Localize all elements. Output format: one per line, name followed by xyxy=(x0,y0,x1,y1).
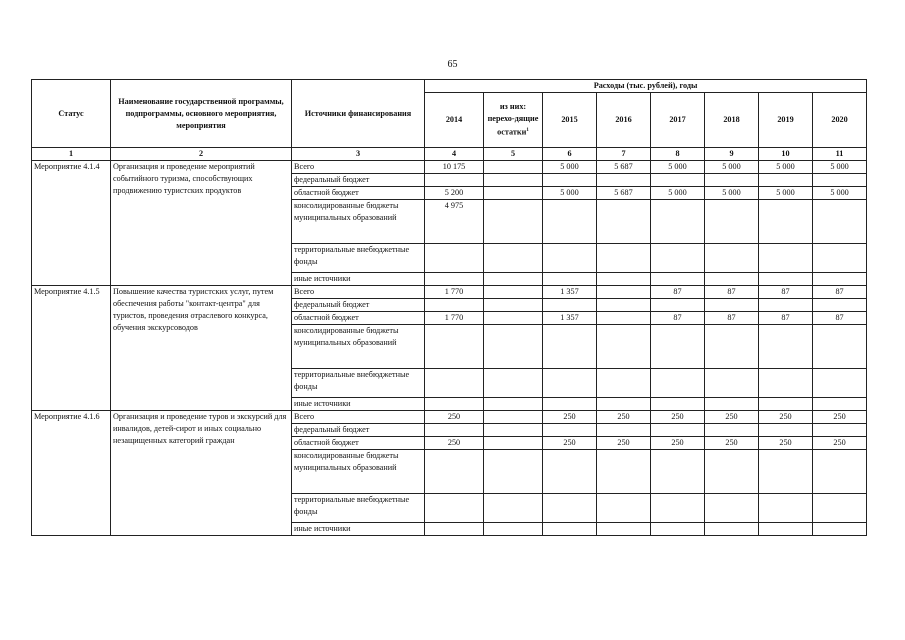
value-cell xyxy=(759,523,813,536)
value-cell: 250 xyxy=(651,411,705,424)
column-number: 9 xyxy=(705,148,759,161)
value-cell xyxy=(543,174,597,187)
value-cell xyxy=(813,299,867,312)
value-cell: 5 687 xyxy=(597,161,651,174)
value-cell xyxy=(651,450,705,494)
value-cell xyxy=(813,424,867,437)
value-cell xyxy=(425,398,484,411)
value-cell xyxy=(543,398,597,411)
value-cell: 87 xyxy=(705,312,759,325)
value-cell xyxy=(813,450,867,494)
value-cell xyxy=(484,424,543,437)
value-cell: 1 357 xyxy=(543,286,597,299)
value-cell xyxy=(705,450,759,494)
measure-name-cell: Организация и проведение туров и экскурсий для инвалидов, детей-сирот и иных социально незащищенных категорий граждан xyxy=(111,411,292,536)
value-cell xyxy=(705,424,759,437)
value-cell: 250 xyxy=(759,437,813,450)
source-federal: федеральный бюджет xyxy=(292,299,425,312)
value-cell xyxy=(651,200,705,244)
header-year: 2017 xyxy=(651,93,705,148)
value-cell xyxy=(705,369,759,398)
value-cell: 1 357 xyxy=(543,312,597,325)
value-cell: 5 000 xyxy=(543,187,597,200)
value-cell xyxy=(543,450,597,494)
source-total: Всего xyxy=(292,161,425,174)
value-cell xyxy=(759,244,813,273)
measure-name-cell: Повышение качества туристских услуг, путем обеспечения работы "контакт-центра" для туристов, проведения отраслевого конкурса, обучения экскурсоводов xyxy=(111,286,292,411)
value-cell xyxy=(813,200,867,244)
value-cell: 5 000 xyxy=(759,187,813,200)
value-cell xyxy=(425,273,484,286)
column-number: 6 xyxy=(543,148,597,161)
value-cell: 5 000 xyxy=(651,187,705,200)
value-cell xyxy=(759,369,813,398)
value-cell: 87 xyxy=(705,286,759,299)
source-regional: областной бюджет xyxy=(292,187,425,200)
value-cell xyxy=(651,369,705,398)
value-cell xyxy=(425,174,484,187)
column-number: 10 xyxy=(759,148,813,161)
value-cell xyxy=(705,244,759,273)
value-cell: 250 xyxy=(813,437,867,450)
value-cell xyxy=(651,424,705,437)
source-municipal: консолидированные бюджеты муниципальных образований xyxy=(292,325,425,369)
value-cell: 1 770 xyxy=(425,286,484,299)
value-cell xyxy=(425,494,484,523)
value-cell xyxy=(759,450,813,494)
source-federal: федеральный бюджет xyxy=(292,174,425,187)
value-cell xyxy=(651,273,705,286)
value-cell xyxy=(651,398,705,411)
value-cell: 87 xyxy=(759,312,813,325)
value-cell xyxy=(597,369,651,398)
value-cell xyxy=(543,244,597,273)
value-cell xyxy=(484,312,543,325)
header-year: 2016 xyxy=(597,93,651,148)
column-number: 4 xyxy=(425,148,484,161)
value-cell xyxy=(759,200,813,244)
value-cell xyxy=(543,494,597,523)
value-cell: 87 xyxy=(813,312,867,325)
value-cell xyxy=(813,398,867,411)
column-number: 1 xyxy=(32,148,111,161)
table-row xyxy=(32,411,867,424)
value-cell: 250 xyxy=(425,437,484,450)
source-territorial: территориальные внебюджетные фонды xyxy=(292,244,425,273)
status-cell: Мероприятие 4.1.6 xyxy=(32,411,111,536)
value-cell: 250 xyxy=(705,411,759,424)
source-total: Всего xyxy=(292,286,425,299)
header-sources: Источники финансирования xyxy=(292,80,425,148)
value-cell xyxy=(705,273,759,286)
value-cell: 250 xyxy=(705,437,759,450)
value-cell: 5 687 xyxy=(597,187,651,200)
value-cell xyxy=(705,494,759,523)
column-number: 8 xyxy=(651,148,705,161)
value-cell xyxy=(813,369,867,398)
value-cell xyxy=(597,244,651,273)
value-cell: 5 000 xyxy=(705,187,759,200)
value-cell xyxy=(484,494,543,523)
value-cell xyxy=(705,299,759,312)
source-municipal: консолидированные бюджеты муниципальных образований xyxy=(292,200,425,244)
value-cell xyxy=(484,174,543,187)
value-cell xyxy=(705,200,759,244)
source-other: иные источники xyxy=(292,523,425,536)
source-regional: областной бюджет xyxy=(292,312,425,325)
value-cell xyxy=(651,299,705,312)
value-cell xyxy=(759,424,813,437)
value-cell xyxy=(651,174,705,187)
value-cell xyxy=(597,398,651,411)
value-cell xyxy=(425,325,484,369)
value-cell xyxy=(705,398,759,411)
value-cell: 250 xyxy=(813,411,867,424)
source-territorial: территориальные внебюджетные фонды xyxy=(292,369,425,398)
value-cell xyxy=(484,299,543,312)
column-number: 2 xyxy=(111,148,292,161)
value-cell xyxy=(484,273,543,286)
value-cell: 87 xyxy=(651,312,705,325)
value-cell xyxy=(813,523,867,536)
source-total: Всего xyxy=(292,411,425,424)
value-cell xyxy=(484,437,543,450)
value-cell: 5 200 xyxy=(425,187,484,200)
value-cell: 1 770 xyxy=(425,312,484,325)
value-cell xyxy=(484,161,543,174)
value-cell xyxy=(597,325,651,369)
value-cell: 250 xyxy=(543,411,597,424)
value-cell xyxy=(425,369,484,398)
value-cell xyxy=(425,450,484,494)
value-cell: 4 975 xyxy=(425,200,484,244)
source-territorial: территориальные внебюджетные фонды xyxy=(292,494,425,523)
column-number: 7 xyxy=(597,148,651,161)
header-year: 2015 xyxy=(543,93,597,148)
value-cell: 250 xyxy=(597,437,651,450)
value-cell xyxy=(651,523,705,536)
header-year: 2019 xyxy=(759,93,813,148)
header-expenses: Расходы (тыс. рублей), годы xyxy=(425,80,867,93)
value-cell xyxy=(597,312,651,325)
source-federal: федеральный бюджет xyxy=(292,424,425,437)
value-cell xyxy=(759,325,813,369)
value-cell xyxy=(651,494,705,523)
header-year: 2018 xyxy=(705,93,759,148)
value-cell: 250 xyxy=(651,437,705,450)
source-regional: областной бюджет xyxy=(292,437,425,450)
value-cell xyxy=(484,187,543,200)
value-cell xyxy=(597,424,651,437)
value-cell xyxy=(813,244,867,273)
value-cell: 87 xyxy=(651,286,705,299)
value-cell xyxy=(813,174,867,187)
value-cell xyxy=(597,273,651,286)
budget-table xyxy=(31,79,867,536)
value-cell xyxy=(813,494,867,523)
value-cell xyxy=(651,325,705,369)
value-cell xyxy=(543,424,597,437)
column-number: 11 xyxy=(813,148,867,161)
value-cell: 250 xyxy=(543,437,597,450)
value-cell xyxy=(425,523,484,536)
value-cell xyxy=(705,523,759,536)
value-cell xyxy=(597,299,651,312)
value-cell: 5 000 xyxy=(705,161,759,174)
value-cell xyxy=(813,273,867,286)
value-cell: 250 xyxy=(425,411,484,424)
value-cell xyxy=(484,523,543,536)
value-cell: 5 000 xyxy=(759,161,813,174)
value-cell xyxy=(543,273,597,286)
column-number: 3 xyxy=(292,148,425,161)
value-cell: 5 000 xyxy=(813,187,867,200)
value-cell xyxy=(597,174,651,187)
value-cell: 5 000 xyxy=(813,161,867,174)
value-cell: 5 000 xyxy=(543,161,597,174)
value-cell xyxy=(759,273,813,286)
value-cell xyxy=(759,494,813,523)
value-cell xyxy=(543,523,597,536)
value-cell xyxy=(484,325,543,369)
value-cell: 87 xyxy=(759,286,813,299)
column-numbers-row xyxy=(32,148,867,161)
value-cell xyxy=(543,299,597,312)
value-cell xyxy=(484,200,543,244)
value-cell xyxy=(543,200,597,244)
value-cell: 87 xyxy=(813,286,867,299)
source-other: иные источники xyxy=(292,398,425,411)
page-number: 65 xyxy=(447,59,458,70)
header-carryover: из них: перехо-дящие остатки$^1$ xyxy=(484,93,543,148)
value-cell xyxy=(484,369,543,398)
header-name: Наименование государственной программы, подпрограммы, основного мероприятия, мероприятия xyxy=(111,80,292,148)
value-cell xyxy=(597,450,651,494)
source-municipal: консолидированные бюджеты муниципальных образований xyxy=(292,450,425,494)
value-cell xyxy=(425,244,484,273)
status-cell: Мероприятие 4.1.5 xyxy=(32,286,111,411)
table-row xyxy=(32,161,867,174)
value-cell xyxy=(425,424,484,437)
value-cell xyxy=(597,494,651,523)
measure-name-cell: Организация и проведение мероприятий событийного туризма, способствующих продвижению туристских продуктов xyxy=(111,161,292,286)
value-cell xyxy=(705,325,759,369)
value-cell: 5 000 xyxy=(651,161,705,174)
source-other: иные источники xyxy=(292,273,425,286)
header-status: Статус xyxy=(32,80,111,148)
value-cell xyxy=(484,286,543,299)
value-cell xyxy=(597,286,651,299)
table-row xyxy=(32,286,867,299)
value-cell xyxy=(543,369,597,398)
value-cell xyxy=(425,299,484,312)
value-cell: 250 xyxy=(597,411,651,424)
value-cell: 10 175 xyxy=(425,161,484,174)
value-cell xyxy=(597,200,651,244)
column-number: 5 xyxy=(484,148,543,161)
value-cell xyxy=(484,411,543,424)
value-cell xyxy=(484,450,543,494)
header-year: 2020 xyxy=(813,93,867,148)
value-cell xyxy=(759,299,813,312)
value-cell xyxy=(484,244,543,273)
value-cell xyxy=(813,325,867,369)
status-cell: Мероприятие 4.1.4 xyxy=(32,161,111,286)
header-year-2014: 2014 xyxy=(425,93,484,148)
value-cell xyxy=(705,174,759,187)
value-cell: 250 xyxy=(759,411,813,424)
value-cell xyxy=(759,174,813,187)
value-cell xyxy=(484,398,543,411)
value-cell xyxy=(759,398,813,411)
value-cell xyxy=(597,523,651,536)
value-cell xyxy=(651,244,705,273)
value-cell xyxy=(543,325,597,369)
